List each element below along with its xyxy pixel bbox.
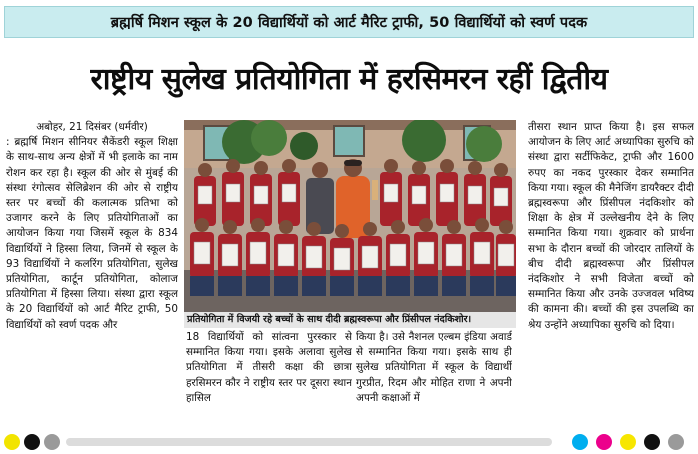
print-registration-bar — [0, 430, 698, 454]
registration-dot-magenta — [596, 434, 612, 450]
article-column-2: 18 विद्यार्थियों को सांत्वना पुरस्कार से सम्मानित किया गया। इसके अलावा सुलेख प्रतियोगिता में तीसरी कक्षा की छात्रा हरसिमरन कौर ने राष्ट्रीय स्तर पर दूसरा स्थान हासिल — [186, 331, 352, 404]
kicker-strap: ब्रह्मर्षि मिशन स्कूल के 20 विद्यार्थियों को आर्ट मैरिट ट्राफी, 50 विद्यार्थियों को स्वर्ण पदक — [4, 6, 694, 38]
photo-caption: प्रतियोगिता में विजयी रहे बच्चों के साथ दीदी ब्रह्मस्वरूपा और प्रिंसीपल नंदकिशोर। — [184, 312, 516, 328]
registration-dot-black — [24, 434, 40, 450]
registration-dot-yellow — [4, 434, 20, 450]
group-photo — [184, 120, 516, 312]
article-text-1: : ब्रह्मर्षि मिशन सीनियर सैकेंडरी स्कूल शिक्षा के साथ-साथ अन्य क्षेत्रों में भी इलाके का नाम रोशन कर रहा है। स्कूल की ओर से मुंबई की संस्था रंगोत्सव सेलिब्रेशन की ओर से राष्ट्रीय स्तर पर बच्चों की कलात्मक प्रतिभा को उजागर करने के लिए प्रतियोगिताओं का आयोजन किया गया जिसमें स्कूल के 834 विद्यार्थियों ने हिस्सा लिया, जिनमें से स्कूल के 93 विद्यार्थियों ने कलरिंग प्रतियोगिता, सुलेख प्रतियोगिता, कार्टून प्रतियोगिता, कोलाज प्रतियोगिता में हिस्सा लिया। संस्था द्वारा स्कूल के 20 विद्यार्थियों को आर्ट मैरिट ट्राफी, 50 विद्यार्थियों को स्वर्ण पदक और — [6, 136, 178, 331]
registration-dot-yellow-right — [620, 434, 636, 450]
article-column-1 — [6, 120, 178, 420]
registration-dot-gray-right — [668, 434, 684, 450]
registration-dot-black-right — [644, 434, 660, 450]
group-photo-illustration — [184, 120, 516, 312]
headline: राष्ट्रीय सुलेख प्रतियोगिता में हरसिमरन रहीं द्वितीय — [90, 61, 608, 97]
registration-dot-gray — [44, 434, 60, 450]
dateline: अबोहर, 21 दिसंबर (धर्मवीर) — [36, 121, 148, 133]
article-column-3: किया है। उसे नैशनल एल्बम इंडिया अवार्ड से सम्मानित किया गया। इसके साथ ही सुलेख प्रतियोगिता में स्कूल के विद्यार्थी गुरप्रीत, रिदम और मोहित राणा ने अपनी अपनी कक्षाओं में — [356, 331, 512, 404]
registration-strip — [66, 438, 552, 446]
registration-dot-cyan — [572, 434, 588, 450]
article-column-4: तीसरा स्थान प्राप्त किया है। इस सफल आयोजन के लिए आर्ट अध्यापिका सुरुचि को संस्था द्वारा सर्टीफिकेट, ट्राफी और 1600 रुपए का नकद पुरस्कार देकर सम्मानित किया गया। स्कूल की मैनेजिंग डायरैक्टर दीदी ब्रह्मस्वरूपा और प्रिंसीपल नंदकिशोर को शिक्षा के क्षेत्र में उल्लेखनीय देने के लिए सम्मानित किया गया। शुक्रवार को प्रार्थना सभा के दौरान बच्चों की जोरदार तालियों के बीच दीदी ब्रह्मस्वरूपा और प्रिंसीपल नंदकिशोर ने सभी विजेता बच्चों को सम्मानित किया और उनके उज्जवल भविष्य की कामना की। बच्चों की इस उपलब्धि का श्रेय उन्होंने अध्यापिका सुरुचि को दिया। — [528, 121, 694, 331]
